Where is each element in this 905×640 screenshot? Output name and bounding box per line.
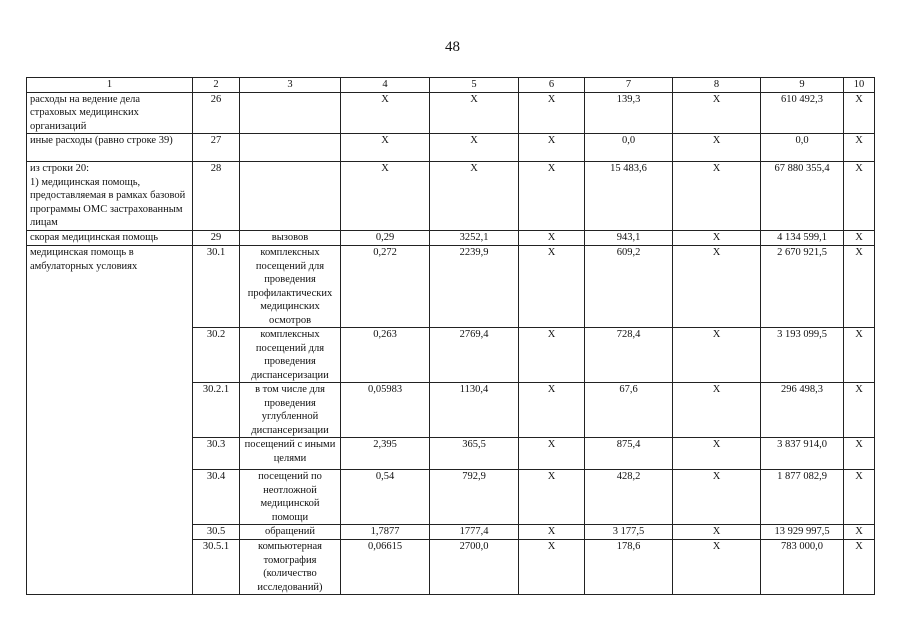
value-cell: X [844, 525, 875, 540]
row-code-cell: 30.4 [193, 470, 240, 525]
value-cell: X [844, 134, 875, 162]
value-cell: 4 134 599,1 [761, 231, 844, 246]
value-cell: X [844, 231, 875, 246]
table-row [27, 246, 875, 328]
value-cell: 139,3 [585, 92, 673, 134]
value-cell: X [673, 438, 761, 470]
value-cell: 3 193 099,5 [761, 328, 844, 383]
row-code-cell: 30.5.1 [193, 540, 240, 595]
value-cell: X [519, 438, 585, 470]
row-name-cell: расходы на ведение дела страховых медицинских организаций [27, 92, 193, 134]
unit-cell [240, 162, 341, 231]
value-cell: X [673, 92, 761, 134]
value-cell: 67,6 [585, 383, 673, 438]
data-table [26, 77, 875, 595]
value-cell: X [673, 134, 761, 162]
value-cell: 13 929 997,5 [761, 525, 844, 540]
value-cell: 610 492,3 [761, 92, 844, 134]
row-name-cell: медицинская помощь в амбулаторных условиях [27, 246, 193, 595]
value-cell: X [519, 470, 585, 525]
row-name-cell [27, 162, 193, 231]
value-cell: X [673, 470, 761, 525]
header-cell: 9 [761, 78, 844, 93]
header-cell: 3 [240, 78, 341, 93]
unit-cell [240, 134, 341, 162]
value-cell: X [844, 540, 875, 595]
value-cell: X [844, 438, 875, 470]
unit-cell: обращений [240, 525, 341, 540]
unit-cell: посещений с иными целями [240, 438, 341, 470]
value-cell: 609,2 [585, 246, 673, 328]
row-name-line: из строки 20: [30, 163, 90, 174]
table-row [27, 92, 875, 134]
table-row [27, 162, 875, 231]
value-cell: 1777,4 [430, 525, 519, 540]
header-cell: 5 [430, 78, 519, 93]
value-cell: X [519, 383, 585, 438]
value-cell: 2700,0 [430, 540, 519, 595]
value-cell: 2 670 921,5 [761, 246, 844, 328]
unit-cell: посещений по неотложной медицинской помощи [240, 470, 341, 525]
row-code-cell: 30.1 [193, 246, 240, 328]
row-code-cell: 30.2 [193, 328, 240, 383]
value-cell: 2,395 [341, 438, 430, 470]
value-cell: 67 880 355,4 [761, 162, 844, 231]
page-number: 48 [445, 39, 460, 55]
value-cell: X [844, 470, 875, 525]
value-cell: 3 177,5 [585, 525, 673, 540]
value-cell: X [844, 246, 875, 328]
value-cell: X [519, 525, 585, 540]
header-cell: 6 [519, 78, 585, 93]
header-cell: 8 [673, 78, 761, 93]
value-cell: 0,29 [341, 231, 430, 246]
row-code-cell: 30.3 [193, 438, 240, 470]
value-cell: 296 498,3 [761, 383, 844, 438]
value-cell: 783 000,0 [761, 540, 844, 595]
value-cell: X [341, 92, 430, 134]
row-code-cell: 29 [193, 231, 240, 246]
row-name-cell: скорая медицинская помощь [27, 231, 193, 246]
value-cell: X [519, 231, 585, 246]
value-cell: X [673, 540, 761, 595]
header-cell: 1 [27, 78, 193, 93]
value-cell: 3252,1 [430, 231, 519, 246]
row-name-line: 1) медицинская помощь, предоставляемая в рамках базовой программы ОМС застрахованным лицам [30, 176, 186, 228]
unit-cell [240, 92, 341, 134]
value-cell: X [673, 328, 761, 383]
value-cell: 1,7877 [341, 525, 430, 540]
unit-cell: комплексных посещений для проведения диспансеризации [240, 328, 341, 383]
value-cell: 178,6 [585, 540, 673, 595]
value-cell: X [430, 92, 519, 134]
value-cell: 0,272 [341, 246, 430, 328]
header-cell: 7 [585, 78, 673, 93]
value-cell: 0,0 [761, 134, 844, 162]
value-cell: 2239,9 [430, 246, 519, 328]
header-cell: 2 [193, 78, 240, 93]
header-cell: 10 [844, 78, 875, 93]
value-cell: X [430, 134, 519, 162]
value-cell: X [844, 383, 875, 438]
row-code-cell: 28 [193, 162, 240, 231]
value-cell: X [519, 540, 585, 595]
value-cell: 3 837 914,0 [761, 438, 844, 470]
value-cell: 15 483,6 [585, 162, 673, 231]
row-name-cell: иные расходы (равно строке 39) [27, 134, 193, 162]
value-cell: 0,54 [341, 470, 430, 525]
value-cell: X [844, 92, 875, 134]
row-code-cell: 26 [193, 92, 240, 134]
value-cell: X [844, 162, 875, 231]
value-cell: 943,1 [585, 231, 673, 246]
value-cell: 365,5 [430, 438, 519, 470]
value-cell: 428,2 [585, 470, 673, 525]
table-header-row [27, 78, 875, 93]
header-cell: 4 [341, 78, 430, 93]
row-code-cell: 27 [193, 134, 240, 162]
table-row [27, 231, 875, 246]
unit-cell: комплексных посещений для проведения профилактических медицинских осмотров [240, 246, 341, 328]
value-cell: X [673, 246, 761, 328]
unit-cell: в том числе для проведения углубленной диспансеризации [240, 383, 341, 438]
value-cell: X [519, 246, 585, 328]
value-cell: X [673, 162, 761, 231]
value-cell: 875,4 [585, 438, 673, 470]
row-code-cell: 30.2.1 [193, 383, 240, 438]
value-cell: X [673, 231, 761, 246]
value-cell: X [519, 134, 585, 162]
value-cell: X [673, 383, 761, 438]
value-cell: 0,05983 [341, 383, 430, 438]
value-cell: X [341, 134, 430, 162]
value-cell: 0,06615 [341, 540, 430, 595]
value-cell: X [519, 328, 585, 383]
value-cell: X [673, 525, 761, 540]
value-cell: 2769,4 [430, 328, 519, 383]
value-cell: 1 877 082,9 [761, 470, 844, 525]
value-cell: X [519, 92, 585, 134]
value-cell: 792,9 [430, 470, 519, 525]
value-cell: X [844, 328, 875, 383]
value-cell: 1130,4 [430, 383, 519, 438]
value-cell: X [430, 162, 519, 231]
table-row [27, 134, 875, 162]
row-code-cell: 30.5 [193, 525, 240, 540]
value-cell: X [519, 162, 585, 231]
value-cell: 0,0 [585, 134, 673, 162]
value-cell: 0,263 [341, 328, 430, 383]
unit-cell: компьютерная томография (количество исследований) [240, 540, 341, 595]
value-cell: X [341, 162, 430, 231]
value-cell: 728,4 [585, 328, 673, 383]
unit-cell: вызовов [240, 231, 341, 246]
